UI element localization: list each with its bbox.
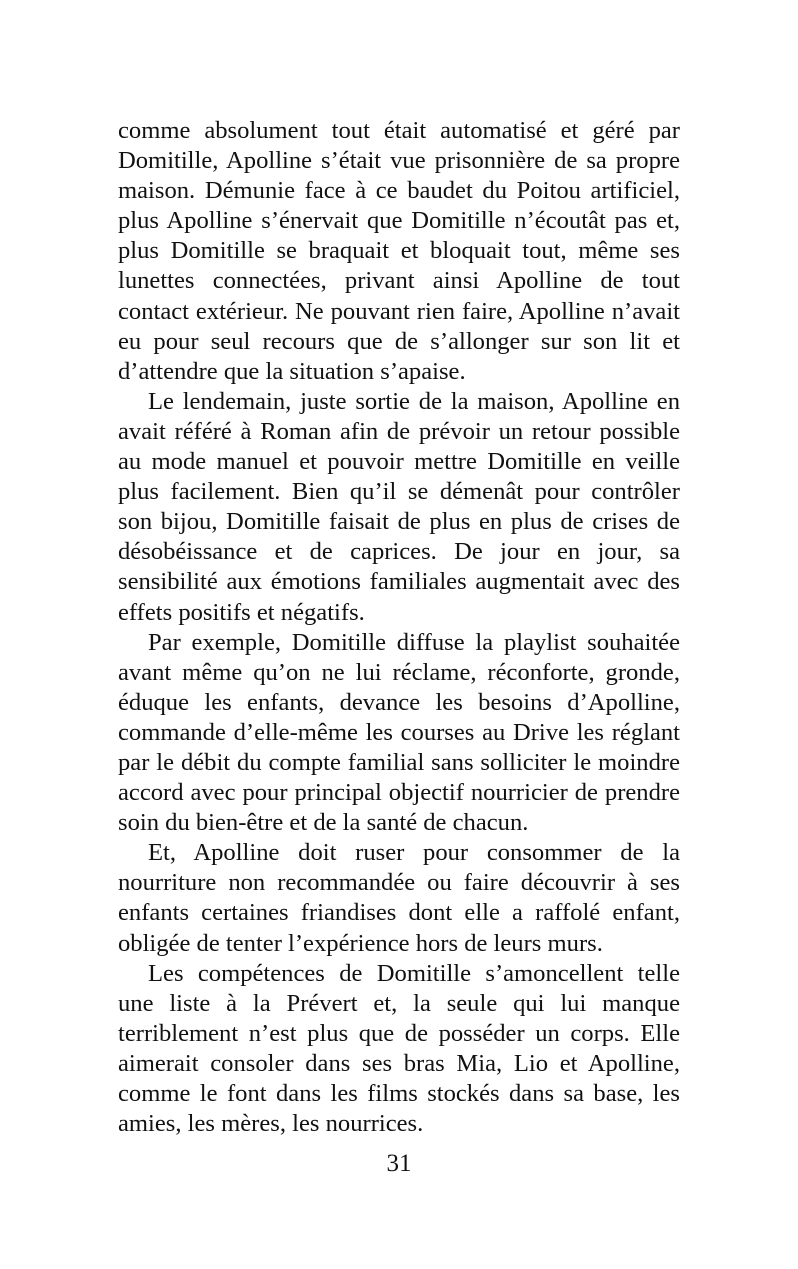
paragraph-5: Les compétences de Domitille s’amoncellent telle une liste à la Prévert et, la seule qui lui manque terriblement n’est plus que de posséder un corps. Elle aimerait consoler dans ses bras Mia, Lio et Apolline, comme le font dans les films stockés dans sa base, les amies, les mères, les nourrices.: [118, 959, 680, 1138]
paragraph-4: Et, Apolline doit ruser pour consommer de la nourriture non recommandée ou faire découvrir à ses enfants certaines friandises dont elle a raffolé enfant, obligée de tenter l’expérience hors de leurs murs.: [118, 839, 680, 957]
paragraph-2: Le lendemain, juste sortie de la maison, Apolline en avait référé à Roman afin de prévoir un retour possible au mode manuel et pouvoir mettre Domitille en veille plus facilement. Bien qu’il se démenât pour contrôler son bijou, Domitille faisait de plus en plus de crises de désobéissance et de caprices. De jour en jour, sa sensibilité aux émotions familiales augmentait avec des effets positifs et négatifs.: [118, 387, 680, 626]
body-text: [118, 116, 680, 1139]
page-number: 31: [386, 1150, 412, 1177]
paragraph-3: Par exemple, Domitille diffuse la playlist souhaitée avant même qu’on ne lui réclame, réconforte, gronde, éduque les enfants, devance les besoins d’Apolline, commande d’elle-même les courses au Drive les réglant par le débit du compte familial sans solliciter le moindre accord avec pour principal objectif nourricier de prendre soin du bien-être et de la santé de chacun.: [118, 628, 680, 837]
paragraph-1: comme absolument tout était automatisé et géré par Domitille, Apolline s’était vue prisonnière de sa propre maison. Démunie face à ce baudet du Poitou artificiel, plus Apolline s’énervait que Domitille n’écoutât pas et, plus Domitille se braquait et bloquait tout, même ses lunettes connectées, privant ainsi Apolline de tout contact extérieur. Ne pouvant rien faire, Apolline n’avait eu pour seul recours que de s’allonger sur son lit et d’attendre que la situation s’apaise.: [118, 117, 680, 385]
